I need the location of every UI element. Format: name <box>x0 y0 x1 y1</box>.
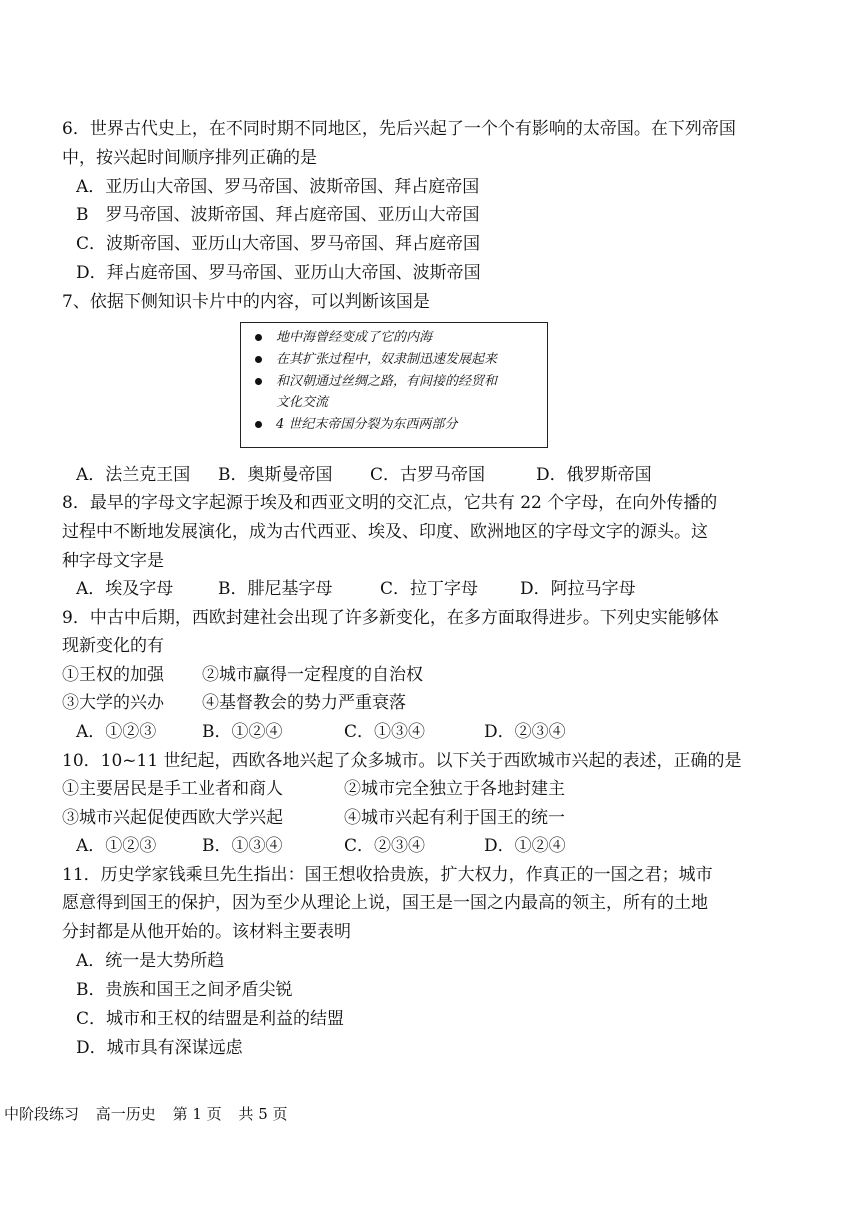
q11-option-a: A．统一是大势所趋 <box>76 951 225 971</box>
q9-statement-4: ④基督教会的势力严重衰落 <box>202 693 406 713</box>
q8-option-b: B．腓尼基字母 <box>218 579 333 599</box>
bullet-icon <box>255 421 262 428</box>
card-item-3-continuation: 文化交流 <box>276 395 329 410</box>
bullet-icon <box>255 378 262 385</box>
card-item-1 <box>255 329 432 347</box>
q11-stem-line-1: 11．历史学家钱乘旦先生指出：国王想收拾贵族，扩大权力，作真正的一国之君；城市 <box>62 865 713 885</box>
q10-option-d: D．①②④ <box>484 836 566 856</box>
knowledge-card <box>240 322 548 448</box>
q6-option-c: C．波斯帝国、亚历山大帝国、罗马帝国、拜占庭帝国 <box>76 234 481 254</box>
q8-stem-line-1: 8．最早的字母文字起源于埃及和西亚文明的交汇点，它共有 22 个字母，在向外传播的 <box>62 493 718 513</box>
q9-option-b: B．①②④ <box>202 722 283 742</box>
q6-option-a: A．亚历山大帝国、罗马帝国、波斯帝国、拜占庭帝国 <box>76 177 480 197</box>
footer-subject: 高一历史 <box>95 1105 156 1123</box>
q11-option-c: C．城市和王权的结盟是利益的结盟 <box>76 1009 345 1029</box>
q8-stem-line-2: 过程中不断地发展演化，成为古代西亚、埃及、印度、欧洲地区的字母文字的源头。这 <box>62 522 708 542</box>
footer-exam-name: 中阶段练习 <box>4 1105 80 1123</box>
q9-stem-line-2: 现新变化的有 <box>62 636 164 656</box>
card-item-2-text: 在其扩张过程中，奴隶制迅速发展起来 <box>276 352 498 367</box>
card-item-2 <box>255 351 497 369</box>
q9-option-a: A．①②③ <box>76 722 157 742</box>
q6-stem-line-2: 中，按兴起时间顺序排列正确的是 <box>62 148 317 168</box>
card-item-3-text: 和汉朝通过丝绸之路，有间接的经贸和 <box>276 374 498 389</box>
q7-option-b: B．奥斯曼帝国 <box>218 465 333 485</box>
q10-option-c: C．②③④ <box>344 836 426 856</box>
card-item-4-text: 4 世纪末帝国分裂为东西两部分 <box>276 417 458 432</box>
q10-statement-3: ③城市兴起促使西欧大学兴起 <box>62 808 283 828</box>
q10-stem: 10．10~11 世纪起，西欧各地兴起了众多城市。以下关于西欧城市兴起的表述，正确的是 <box>62 751 742 771</box>
q10-statement-4: ④城市兴起有利于国王的统一 <box>344 808 565 828</box>
q7-stem: 7、依据下侧知识卡片中的内容，可以判断该国是 <box>62 292 430 312</box>
q8-stem-line-3: 种字母文字是 <box>62 551 164 571</box>
q8-option-d: D．阿拉马字母 <box>520 579 636 599</box>
q9-option-d: D．②③④ <box>484 722 566 742</box>
q7-option-d: D．俄罗斯帝国 <box>536 465 652 485</box>
q7-option-a: A．法兰克王国 <box>76 465 191 485</box>
q10-statement-2: ②城市完全独立于各地封建主 <box>344 779 565 799</box>
bullet-icon <box>255 334 262 341</box>
q6-option-d: D．拜占庭帝国、罗马帝国、亚历山大帝国、波斯帝国 <box>76 263 481 283</box>
bullet-icon <box>255 356 262 363</box>
q11-option-d: D．城市具有深谋远虑 <box>76 1038 243 1058</box>
q11-stem-line-2: 愿意得到国王的保护，因为至少从理论上说，国王是一国之内最高的领主，所有的土地 <box>62 893 708 913</box>
q9-option-c: C．①③④ <box>344 722 426 742</box>
q6-stem-line-1: 6．世界古代史上，在不同时期不同地区，先后兴起了一个个有影响的太帝国。在下列帝国 <box>62 119 736 139</box>
footer-page-number: 第 1 页 <box>172 1105 222 1123</box>
q9-statement-1: ①王权的加强 <box>62 665 164 685</box>
q7-option-c: C．古罗马帝国 <box>370 465 486 485</box>
q11-option-b: B．贵族和国王之间矛盾尖锐 <box>76 980 293 1000</box>
q8-option-a: A．埃及字母 <box>76 579 174 599</box>
q10-option-a: A．①②③ <box>76 836 157 856</box>
q6-option-b: B 罗马帝国、波斯帝国、拜占庭帝国、亚历山大帝国 <box>76 205 480 225</box>
card-item-4 <box>255 416 457 434</box>
q9-statement-3: ③大学的兴办 <box>62 693 164 713</box>
q9-stem-line-1: 9．中古中后期，西欧封建社会出现了许多新变化，在多方面取得进步。下列史实能够体 <box>62 608 719 628</box>
q8-option-c: C．拉丁字母 <box>380 579 479 599</box>
page-footer <box>4 1103 300 1124</box>
q9-statement-2: ②城市赢得一定程度的自治权 <box>202 665 423 685</box>
card-item-3 <box>255 373 497 391</box>
q10-option-b: B．①③④ <box>202 836 283 856</box>
footer-total-pages: 共 5 页 <box>238 1105 288 1123</box>
q11-stem-line-3: 分封都是从他开始的。该材料主要表明 <box>62 922 351 942</box>
card-item-1-text: 地中海曾经变成了它的内海 <box>276 330 433 345</box>
q10-statement-1: ①主要居民是手工业者和商人 <box>62 779 283 799</box>
